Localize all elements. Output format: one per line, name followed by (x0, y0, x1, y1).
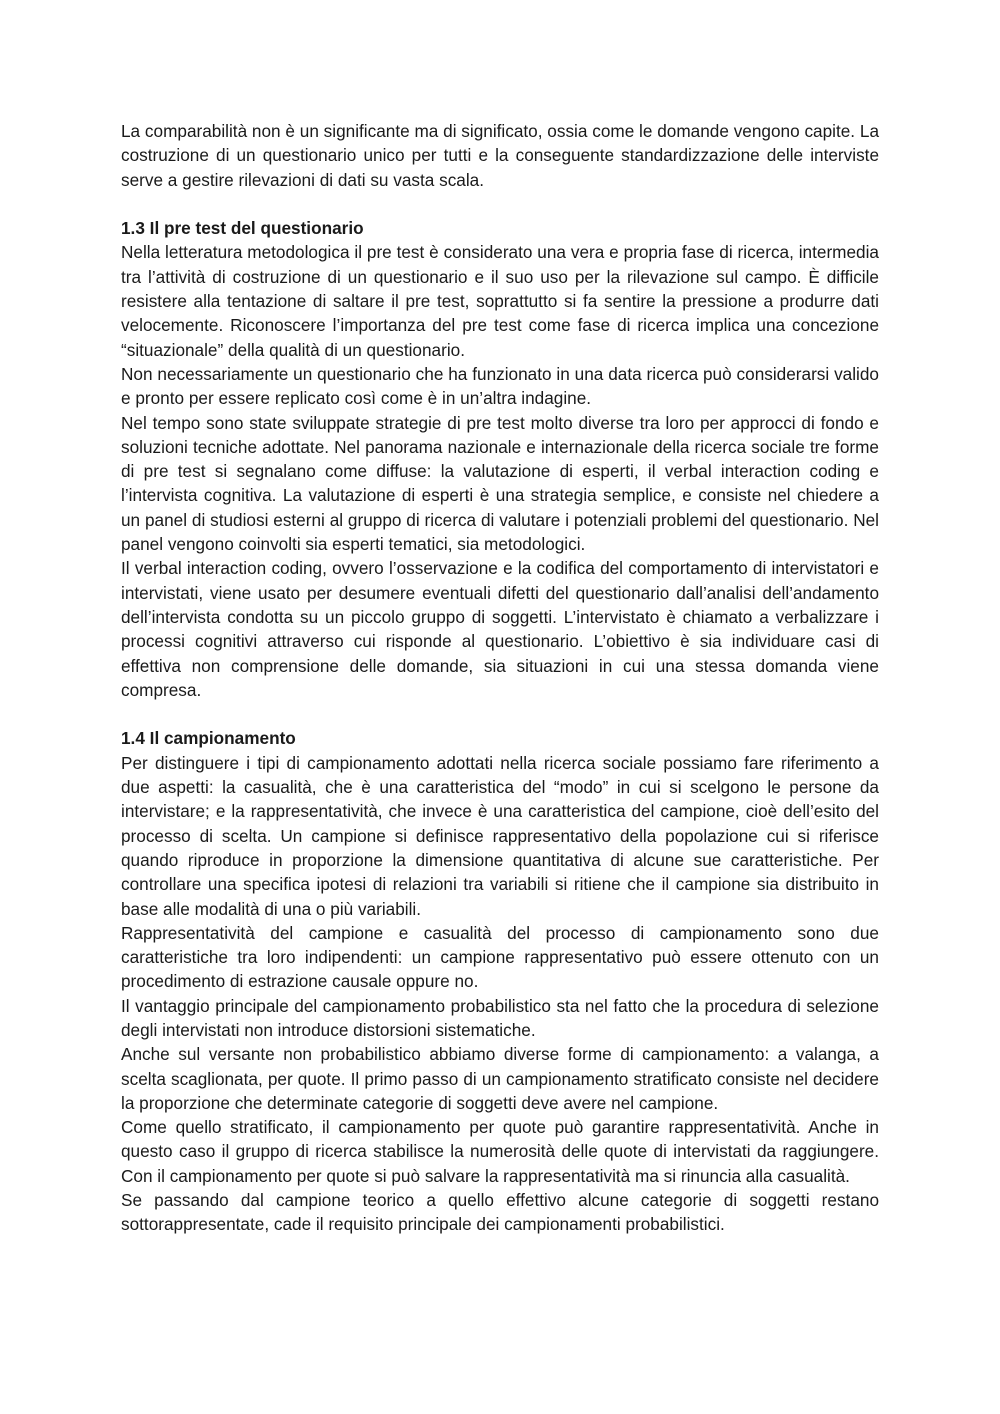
paragraph: Il verbal interaction coding, ovvero l’osservazione e la codifica del comportamento di intervistatori e intervistati, viene usato per desumere eventuali difetti del questionario dall’analisi dell’andamento dell’intervista condotta su un piccolo gruppo di soggetti. L’intervistato è chiamato a verbalizzare i processi cognitivi attraverso cui risponde al questionario. L’obiettivo è sia individuare casi di effettiva non comprensione delle domande, sia situazioni in cui una stessa domanda viene compresa. (121, 558, 879, 700)
document-page (121, 119, 879, 1237)
paragraph: Come quello stratificato, il campionamento per quote può garantire rappresentatività. Anche in questo caso il gruppo di ricerca stabilisce la numerosità delle quote di intervistati da raggiungere. Con il campionamento per quote si può salvare la rappresentatività ma si rinuncia alla casualità. (121, 1117, 879, 1186)
paragraph: Non necessariamente un questionario che ha funzionato in una data ricerca può considerarsi valido e pronto per essere replicato così come è in un’altra indagine. (121, 363, 879, 409)
paragraph: Il vantaggio principale del campionamento probabilistico sta nel fatto che la procedura di selezione degli intervistati non introduce distorsioni sistematiche. (121, 995, 879, 1040)
paragraph: Per distinguere i tipi di campionamento adottati nella ricerca sociale possiamo fare riferimento a due aspetti: la casualità, che è una caratteristica del “modo” in cui si scelgono le persone da intervistare; e la rappresentatività, che invece è una caratteristica del campione, cioè dell’esito del processo di scelta. Un campione si definisce rappresentativo della popolazione cui si riferisce quando riproduce in proporzione la dimensione quantitativa di alcune sue caratteristiche. Per controllare una specifica ipotesi di relazioni tra variabili si ritiene che il campione sia distribuito in base alle modalità di una o più variabili. (121, 752, 879, 919)
paragraph: Nella letteratura metodologica il pre test è considerato una vera e propria fase di ricerca, intermedia tra l’attività di costruzione di un questionario e il suo uso per la rilevazione sul campo. È difficile resistere alla tentazione di saltare il pre test, soprattutto si fa sentire la pressione a produrre dati velocemente. Riconoscere l’importanza del pre test come fase di ricerca implica una concezione “situazionale” della qualità di un questionario. (121, 242, 879, 360)
paragraph: Anche sul versante non probabilistico abbiamo diverse forme di campionamento: a valanga, a scelta scaglionata, per quote. Il primo passo di un campionamento stratificato consiste nel decidere la proporzione che determinate categorie di soggetti deve avere nel campione. (121, 1044, 879, 1113)
section-spacer (121, 702, 879, 726)
section-heading-pre-test: 1.3 Il pre test del questionario (121, 218, 364, 239)
intro-paragraph: La comparabilità non è un significante ma di significato, ossia come le domande vengono capite. La costruzione di un questionario unico per tutti e la conseguente standardizzazione delle interviste serve a gestire rilevazioni di dati su vasta scala. (121, 121, 879, 190)
paragraph: Rappresentatività del campione e casualità del processo di campionamento sono due caratteristiche tra loro indipendenti: un campione rappresentativo può essere ottenuto con un procedimento di estrazione causale oppure no. (121, 922, 879, 992)
section-spacer (121, 192, 879, 216)
section-heading-campionamento: 1.4 Il campionamento (121, 728, 296, 749)
paragraph: Nel tempo sono state sviluppate strategie di pre test molto diverse tra loro per approcci di fondo e soluzioni tecniche adottate. Nel panorama nazionale e internazionale della ricerca sociale tre forme di pre test si segnalano come diffuse: la valutazione di esperti, il verbal interaction coding e l’intervista cognitiva. La valutazione di esperti è una strategia semplice, e consiste nel chiedere a un panel di studiosi esterni al gruppo di ricerca di valutare i potenziali problemi del questionario. Nel panel vengono coinvolti sia esperti tematici, sia metodologici. (121, 412, 879, 555)
paragraph: Se passando dal campione teorico a quello effettivo alcune categorie di soggetti restano sottorappresentate, cade il requisito principale dei campionamenti probabilistici. (121, 1190, 879, 1235)
